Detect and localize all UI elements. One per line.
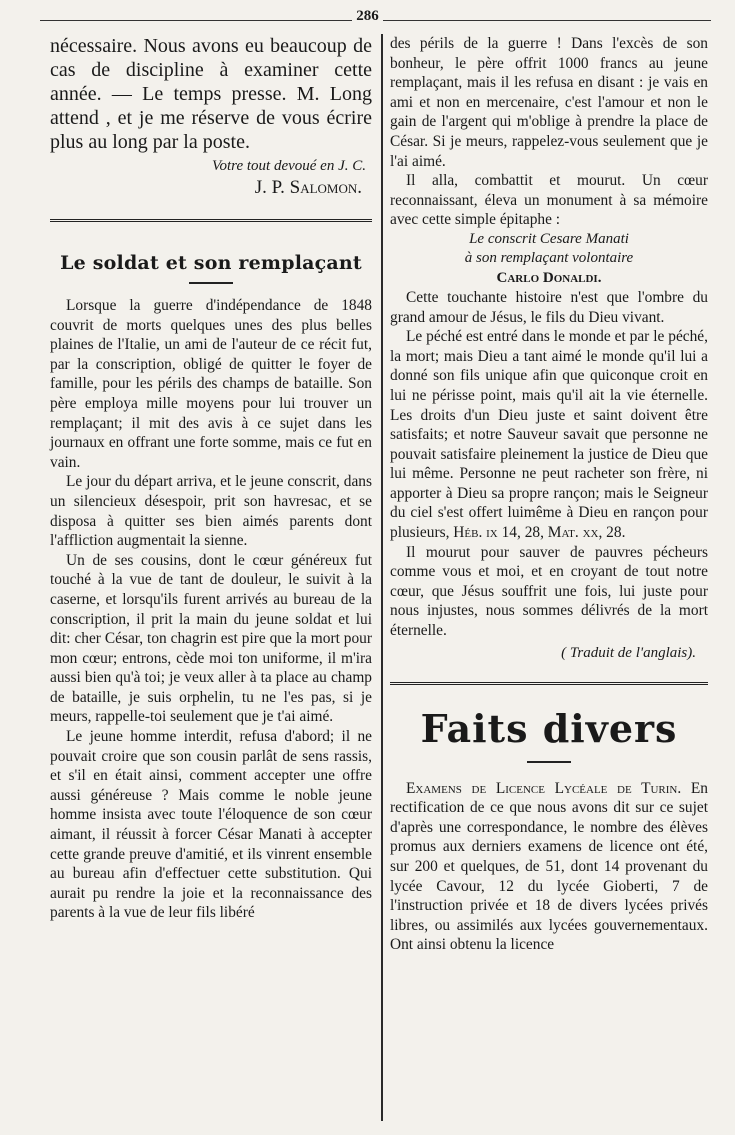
letter-closing-text: nécessaire. Nous avons eu beaucoup de cas de discipline à examiner cette année. — Le temps presse. M. Long attend , et je me réserve de vous écrire plus au long par la poste.: [50, 35, 372, 153]
section-heading: Faits divers: [420, 705, 678, 751]
epitaph-name: Carlo Donaldi.: [496, 269, 602, 286]
heading-rule: [527, 761, 571, 763]
article-paragraph: Lorsque la guerre d'indépendance de 1848 couvrit de morts quelques unes des plus belles plaines de l'Italie, un ami de l'auteur de ce récit fut, par la conscription, obligé de quitter le foyer de famille, pour les périls des champs de bataille. Son père employa mille moyens pour lui trouver un remplaçant; il mit des avis à ce sujet dans les journaux en offrant une forte somme, mais ce fut en vain.: [50, 297, 372, 471]
column-divider: [381, 34, 383, 1121]
section-divider: [390, 682, 708, 685]
epitaph-line: Le conscrit Cesare Manati: [469, 230, 629, 247]
article-continuation: des périls de la guerre ! Dans l'excès de son bonheur, le père offrit 1000 francs au jeune remplaçant, mais il les refusa en disant : je vais en ami et non en mercenaire, c'est l'amour et non le gain de l'argent qui m'oblige à prendre la place de César. Si je meurs, rappelez-vous seulement que je l'ai aimé.: [390, 35, 708, 170]
news-item-text: En rectification de ce que nous avons dit sur ce sujet d'après une correspondance, le nombre des élèves promus aux derniers examens de licence ont été, sur 200 et quelques, de 51, dont 14 provenant du lycée Cavour, 12 du lycée Gioberti, 7 de l'instruction privée et 18 de divers lycées privés libres, ou assimilés aux lycées gouvernementaux. Ont ainsi obtenu la licence: [390, 779, 708, 954]
article-title: Le soldat et son remplaçant: [60, 252, 362, 274]
left-column: [50, 34, 372, 923]
letter-signature: J. P. Salomon.: [254, 177, 362, 198]
page-number: 286: [352, 8, 383, 24]
article-paragraph: Il alla, combattit et mourut. Un cœur reconnaissant, éleva un monument à sa mémoire avec cette simple épitaphe :: [390, 172, 708, 229]
page-number-row: [0, 8, 735, 25]
article-paragraph: Le jeune homme interdit, refusa d'abord; il ne pouvait croire que son cousin parlât de sens rassis, et s'il en était ainsi, comment accepter une offre aussi généreuse ? Mais comme le noble jeune homme insista avec toute l'éloquence de son cœur aimant, il réussit à forcer César Manati à accepter cette grande preuve d'amitié, et ils vinrent ensemble au bureau afin d'effectuer cette substitution. Qui aurait pu rendre la joie et la reconnaissance des parents à la vue de leur fils libéré: [50, 728, 372, 922]
translation-credit: ( Traduit de l'anglais).: [561, 644, 696, 661]
news-item-title: Examens de Licence Lycéale de Turin.: [406, 779, 682, 797]
news-item: [390, 779, 708, 955]
article-paragraph: Cette touchante histoire n'est que l'ombre du grand amour de Jésus, le fils du Dieu vivant.: [390, 288, 708, 326]
title-rule: [189, 282, 233, 284]
scripture-reference: Héb. ix 14, 28, Mat. xx, 28.: [453, 524, 626, 542]
section-divider: [50, 219, 372, 222]
article-paragraph: Il mourut pour sauver de pauvres pécheurs comme vous et moi, et en croyant de tout notre cœur, que Jésus souffrit une fois, lui juste pour nous injustes, nous sommes délivrés de la mort éternelle.: [390, 543, 708, 640]
article-paragraph: Un de ses cousins, dont le cœur généreux fut touché à la vue de tant de douleur, le suivit à la caserne, et lorsqu'ils furent arrivés au bureau de la conscription, il prit la main du jeune soldat et lui dit: cher César, ton chagrin est pire que la mort pour mon cœur; entrons, cède moi ton uniforme, il m'ira aussi bien qu'à toi; je veux aller à ta place au champ de bataille, je suis orphelin, tu ne l'es pas, si je meurs, rappelle-toi seulement que je t'ai aimé.: [50, 551, 372, 726]
article-paragraph: [390, 327, 708, 543]
letter-valediction: Votre tout devoué en J. C.: [212, 158, 366, 174]
right-column: [390, 34, 708, 955]
article-paragraph: Le jour du départ arriva, et le jeune conscrit, dans un silencieux désespoir, prit son havresac, et se disposa à quitter ses bien aimés parents dont l'affliction augmentait la sienne.: [50, 473, 372, 550]
paragraph-text: Le péché est entré dans le monde et par le péché, la mort; mais Dieu a tant aimé le monde qu'il lui a donné son fils unique afin que quiconque croit en lui ne périsse point, mais qu'il ait la vie éternelle. Les droits d'un Dieu juste et saint doivent être satisfaits; et notre Sauveur savait que personne ne pouvait satisfaire pleinement la justice de Dieu que lui même. Personne ne peut racheter son frère, ni apporter à Dieu sa propre rançon; mais le Seigneur du ciel s'est offert luimême à Dieu en rançon pour plusieurs,: [390, 328, 708, 542]
epitaph-line: à son remplaçant volontaire: [464, 249, 634, 266]
